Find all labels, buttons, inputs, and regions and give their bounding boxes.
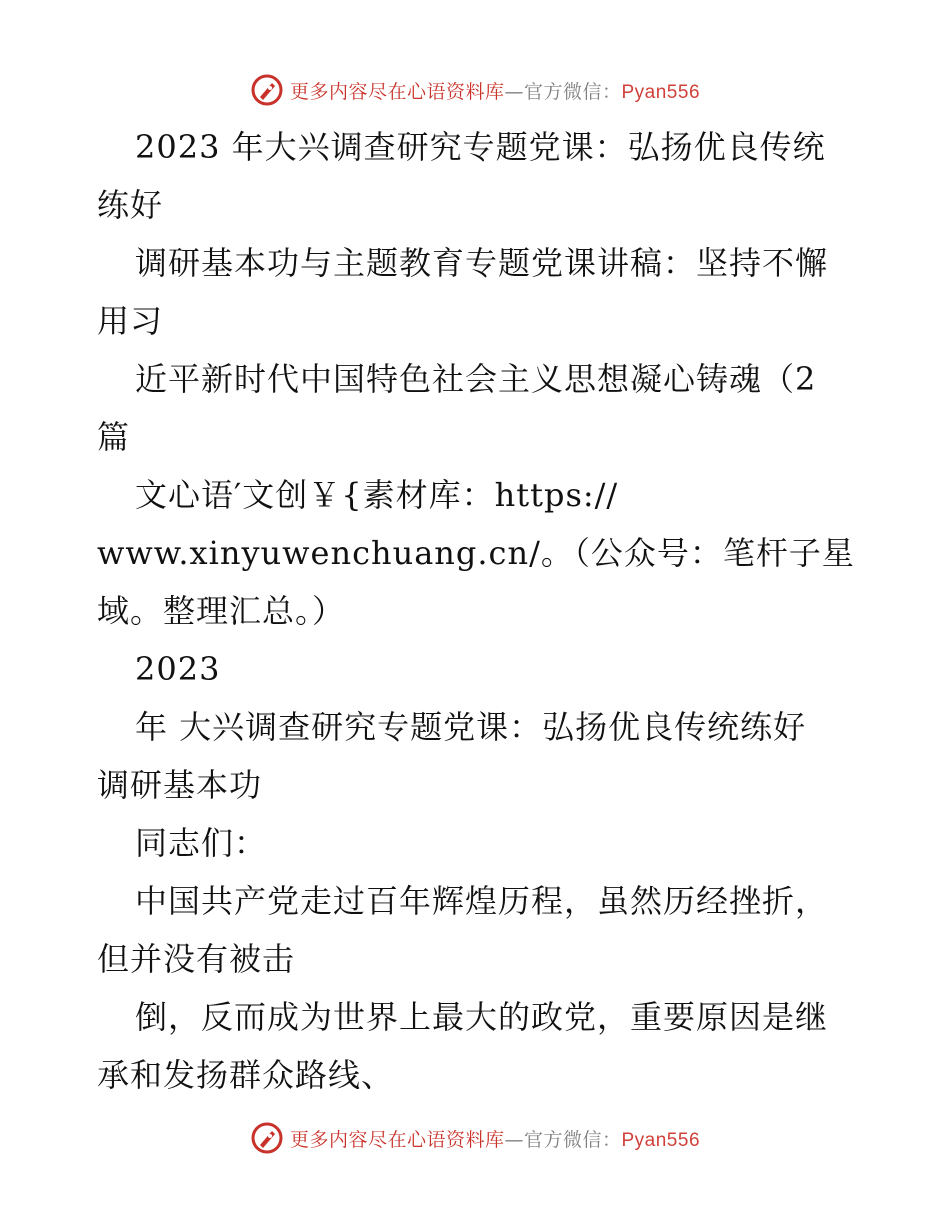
body-line: 2023 <box>135 650 221 688</box>
footer-watermark-wechat-label: 官方微信： <box>523 1128 622 1151</box>
body-line: 篇 <box>97 418 131 456</box>
body-line: 中国共产党走过百年辉煌历程，虽然历经挫折， <box>135 882 829 920</box>
footer-watermark-wechat-id: Pyan556 <box>621 1129 701 1151</box>
footer-watermark-text <box>290 1125 700 1152</box>
header-watermark-dash: — <box>504 80 524 103</box>
body-line: 年 大兴调查研究专题党课：弘扬优良传统练好 <box>135 708 807 746</box>
document-body <box>97 118 857 1104</box>
header-watermark-wechat-id: Pyan556 <box>621 81 701 103</box>
body-line: 承和发扬群众路线、 <box>97 1056 395 1094</box>
footer-watermark-inner <box>250 1121 700 1155</box>
body-line: 但并没有被击 <box>97 940 296 978</box>
body-line: 2023 年大兴调查研究专题党课：弘扬优良传统 <box>135 128 826 166</box>
footer-watermark-banner <box>0 1118 950 1158</box>
body-line: 用习 <box>97 302 164 340</box>
body-line: www.xinyuwenchuang.cn/。（公众号：笔杆子星 <box>97 534 855 572</box>
header-watermark-wechat-label: 官方微信： <box>523 80 622 103</box>
header-watermark-inner <box>250 73 700 107</box>
header-watermark-main: 更多内容尽在心语资料库 <box>289 80 505 103</box>
footer-watermark-dash: — <box>504 1128 524 1151</box>
body-line: 同志们： <box>135 824 268 862</box>
body-line: 练好 <box>97 186 164 224</box>
body-line: 近平新时代中国特色社会主义思想凝心铸魂（2 <box>135 360 817 398</box>
body-line: 文心语′文创￥{素材库：https:// <box>135 476 619 514</box>
header-watermark-text <box>290 77 700 104</box>
pen-nib-seal-icon <box>250 73 284 107</box>
body-line: 调研基本功 <box>97 766 263 804</box>
body-line: 倒，反而成为世界上最大的政党，重要原因是继 <box>135 998 829 1036</box>
header-watermark-banner <box>0 70 950 110</box>
pen-nib-seal-icon <box>250 1121 284 1155</box>
body-line: 域。整理汇总。） <box>97 592 346 630</box>
footer-watermark-main: 更多内容尽在心语资料库 <box>289 1128 505 1151</box>
body-line: 调研基本功与主题教育专题党课讲稿：坚持不懈 <box>135 244 829 282</box>
